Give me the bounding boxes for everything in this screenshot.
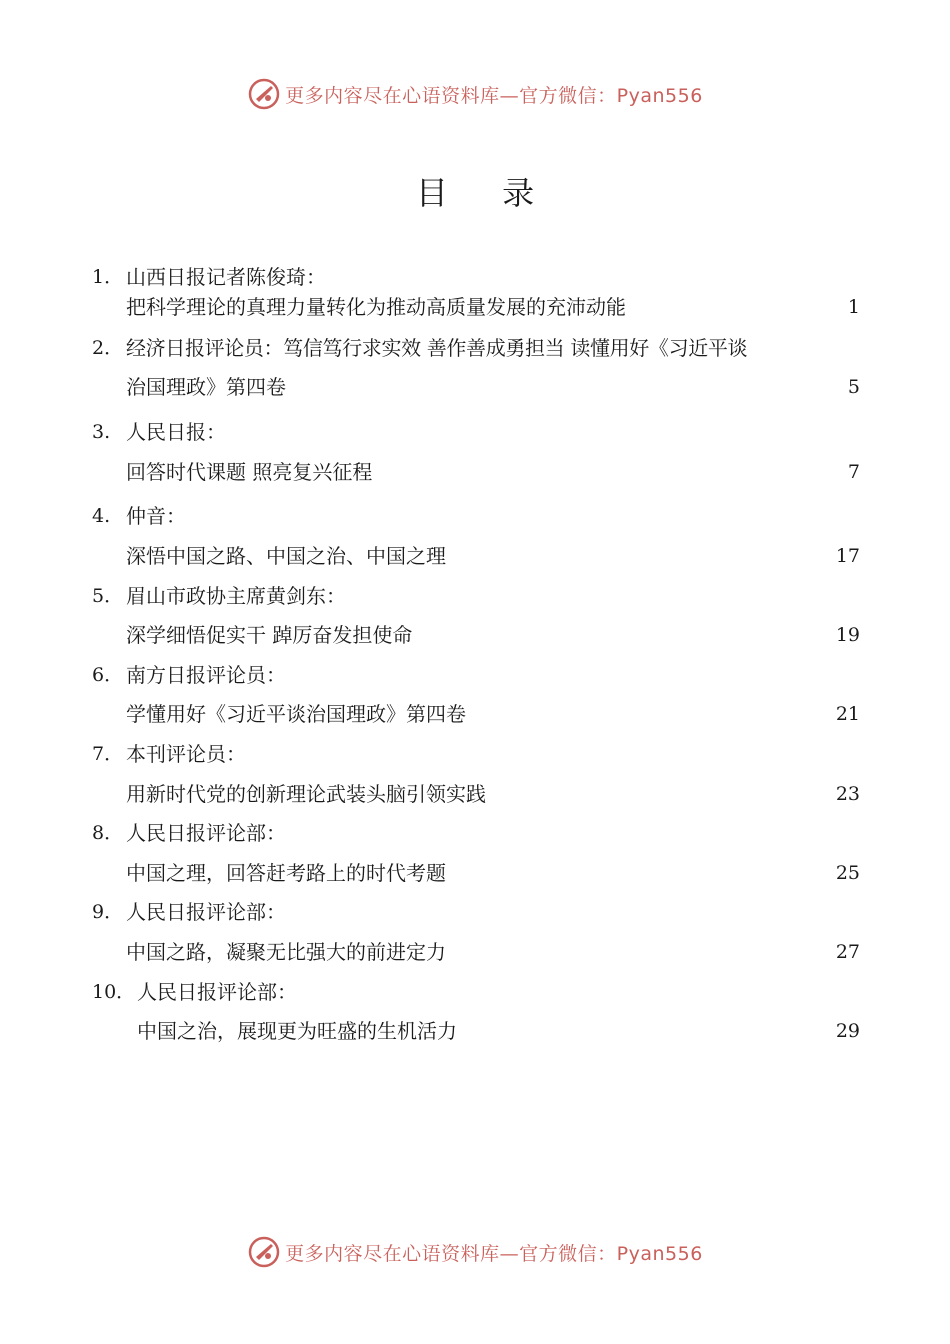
entry-heading: 人民日报评论部： [126, 900, 286, 924]
entry-heading: 人民日报评论部： [126, 821, 286, 845]
entry-number: 2． [92, 337, 124, 359]
entry-heading: 山西日报记者陈俊琦： [126, 265, 326, 289]
brand-logo-icon [247, 77, 281, 111]
entry-page-number: 27 [835, 941, 860, 963]
entry-number: 10． [92, 981, 136, 1003]
entry-heading: 人民日报评论部： [137, 980, 297, 1004]
entry-page-number: 19 [835, 624, 860, 646]
entry-subtitle: 学懂用好《习近平谈治国理政》第四卷 [126, 702, 466, 726]
entry-number: 8． [92, 822, 124, 844]
entry-page-number: 5 [847, 376, 860, 398]
brand-logo-icon [247, 1235, 281, 1269]
entry-subtitle: 用新时代党的创新理论武装头脑引领实践 [126, 782, 486, 806]
entry-subtitle: 治国理政》第四卷 [126, 375, 286, 399]
entry-page-number: 29 [835, 1020, 860, 1042]
watermark-text: 更多内容尽在心语资料库—官方微信：Pyan556 [285, 84, 703, 107]
entry-number: 1． [92, 266, 124, 288]
entry-number: 3. [92, 421, 111, 443]
entry-page-number: 25 [835, 862, 860, 884]
entry-heading: 仲音： [126, 504, 186, 528]
entry-page-number: 21 [835, 703, 860, 725]
entry-heading: 本刊评论员： [126, 742, 246, 766]
entry-number: 5． [92, 585, 124, 607]
entry-page-number: 1 [847, 296, 860, 318]
entry-subtitle: 中国之路，凝聚无比强大的前进定力 [126, 940, 446, 964]
entry-number: 6． [92, 664, 124, 686]
entry-subtitle: 深学细悟促实干 踔厉奋发担使命 [126, 623, 413, 647]
watermark-id: Pyan556 [616, 84, 703, 107]
entry-heading: 人民日报： [126, 420, 226, 444]
watermark-text: 更多内容尽在心语资料库—官方微信：Pyan556 [285, 1242, 703, 1265]
entry-heading: 经济日报评论员：笃信笃行求实效 善作善成勇担当 读懂用好《习近平谈 [126, 336, 748, 360]
entry-heading: 眉山市政协主席黄剑东： [126, 584, 346, 608]
page-title: 目 录 [415, 174, 557, 212]
entry-subtitle: 回答时代课题 照亮复兴征程 [126, 460, 373, 484]
entry-number: 4. [92, 505, 111, 527]
entry-subtitle: 深悟中国之路、中国之治、中国之理 [126, 544, 446, 568]
entry-number: 9． [92, 901, 124, 923]
watermark-bottom [0, 1232, 950, 1272]
entry-page-number: 17 [835, 545, 860, 567]
watermark-top [0, 74, 950, 114]
entry-subtitle: 把科学理论的真理力量转化为推动高质量发展的充沛动能 [126, 295, 626, 319]
entry-page-number: 7 [847, 461, 860, 483]
entry-heading: 南方日报评论员： [126, 663, 286, 687]
watermark-id: Pyan556 [616, 1242, 703, 1265]
entry-page-number: 23 [835, 783, 860, 805]
entry-subtitle: 中国之理，回答赶考路上的时代考题 [126, 861, 446, 885]
entry-subtitle: 中国之治，展现更为旺盛的生机活力 [137, 1019, 457, 1043]
entry-number: 7． [92, 743, 124, 765]
